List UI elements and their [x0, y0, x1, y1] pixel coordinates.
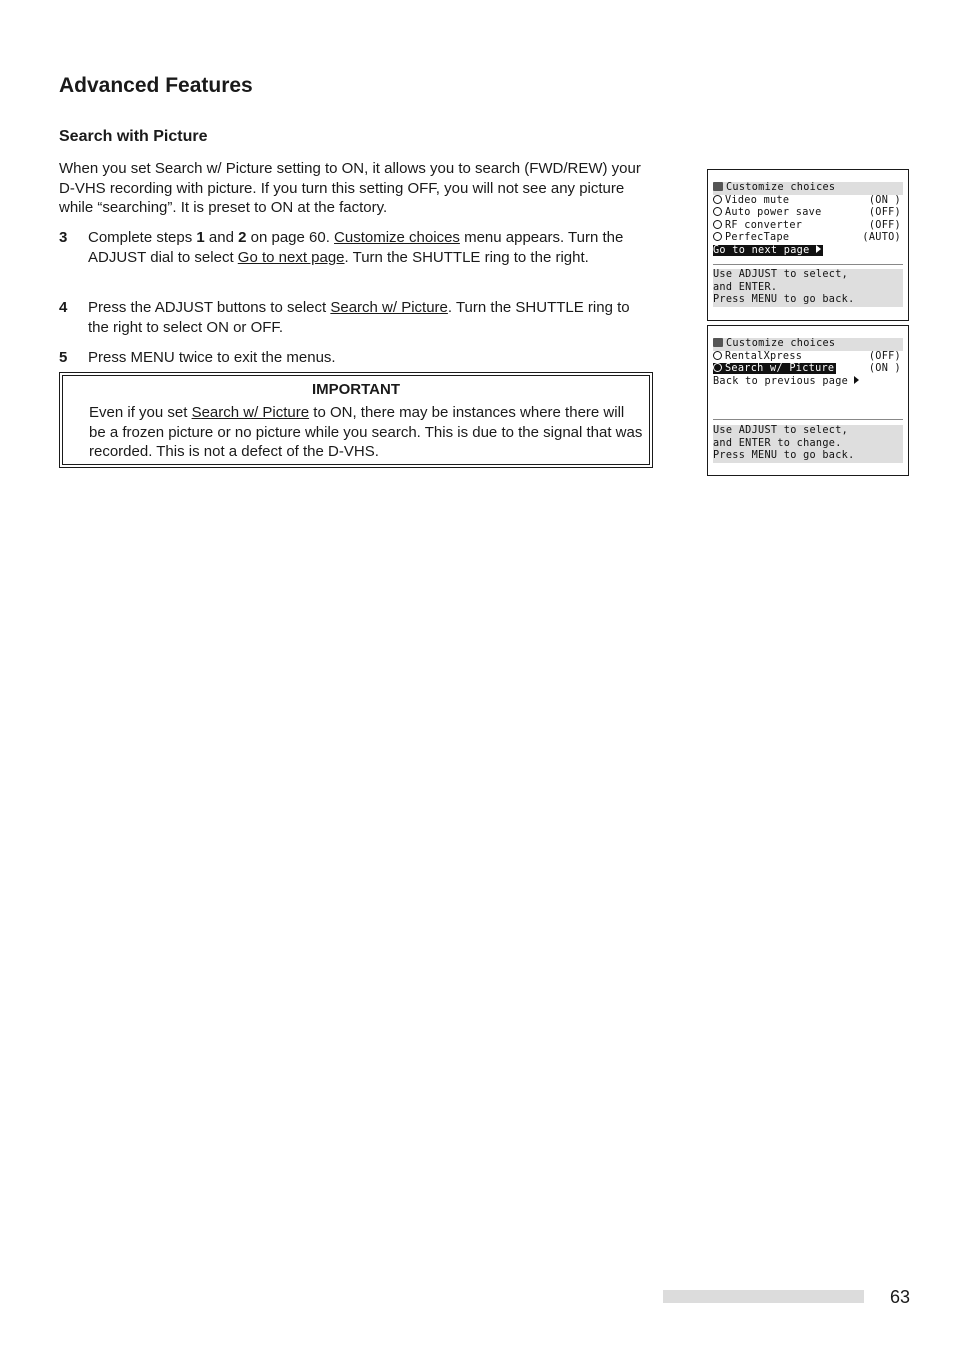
- bullet-icon: [713, 351, 722, 360]
- osd-divider: [713, 264, 903, 265]
- step-text: Complete steps 1 and 2 on page 60. Customize choices menu appears. Turn the ADJUST dial to select Go to next page. Turn the SHUTTLE ring to the right.: [88, 229, 624, 266]
- arrow-right-icon: [854, 376, 859, 384]
- customize-choices-link: Customize choices: [334, 229, 460, 246]
- osd-header: Customize choices: [713, 182, 903, 195]
- osd-item: Video mute (ON ): [713, 195, 903, 208]
- osd-screen-customize-page-2: [707, 325, 909, 476]
- osd-nav-selected: Go to next page: [713, 245, 903, 258]
- important-notice: [59, 372, 653, 468]
- bullet-icon: [713, 220, 722, 229]
- step-number: 5: [59, 349, 68, 366]
- osd-help: Use ADJUST to select, and ENTER. Press MENU to go back.: [713, 269, 903, 307]
- osd-help: Use ADJUST to select, and ENTER to change. Press MENU to go back.: [713, 425, 903, 463]
- search-w-picture-link: Search w/ Picture: [330, 299, 448, 316]
- bullet-icon: [713, 363, 722, 372]
- important-text: Even if you set Search w/ Picture to ON, there may be instances where there will be a frozen picture or no picture while you search. This is due to the signal that was recorded. This is not a defect of the D-VHS.: [89, 404, 643, 460]
- step-3: [59, 228, 654, 267]
- section-title: Advanced Features: [59, 74, 253, 97]
- bullet-icon: [713, 207, 722, 216]
- osd-screen-customize-page-1: [707, 169, 909, 321]
- step-4: [59, 298, 654, 337]
- menu-cube-icon: [713, 338, 723, 347]
- step-number: 4: [59, 299, 68, 316]
- step-number: 3: [59, 229, 68, 246]
- step-5: [59, 348, 654, 368]
- important-title: IMPORTANT: [311, 381, 401, 398]
- go-to-next-page-link: Go to next page: [237, 248, 345, 266]
- menu-cube-icon: [713, 182, 723, 191]
- footer-bar: [663, 1290, 864, 1303]
- osd-header: Customize choices: [713, 338, 903, 351]
- osd-item: PerfecTape (AUTO): [713, 232, 903, 245]
- osd-item-selected: Search w/ Picture (ON ): [713, 363, 903, 376]
- step-text: Press the ADJUST buttons to select Search w/ Picture. Turn the SHUTTLE ring to the right to select ON or OFF.: [88, 299, 630, 336]
- osd-item: RentalXpress (OFF): [713, 351, 903, 364]
- bullet-icon: [713, 232, 722, 241]
- intro-paragraph: When you set Search w/ Picture setting to ON, it allows you to search (FWD/REW) your D-VHS recording with picture. If you turn this setting OFF, you will not see any picture while “searching”. It is preset to ON at the factory.: [59, 160, 641, 216]
- subsection-title: Search with Picture: [59, 128, 208, 145]
- osd-item: Auto power save (OFF): [713, 207, 903, 220]
- osd-divider: [713, 419, 903, 420]
- arrow-right-icon: [816, 245, 821, 253]
- osd-item: RF converter (OFF): [713, 220, 903, 233]
- step-text: Press MENU twice to exit the menus.: [88, 349, 336, 366]
- bullet-icon: [713, 195, 722, 204]
- osd-nav: Back to previous page: [713, 376, 903, 389]
- page-number: 63: [889, 1287, 910, 1307]
